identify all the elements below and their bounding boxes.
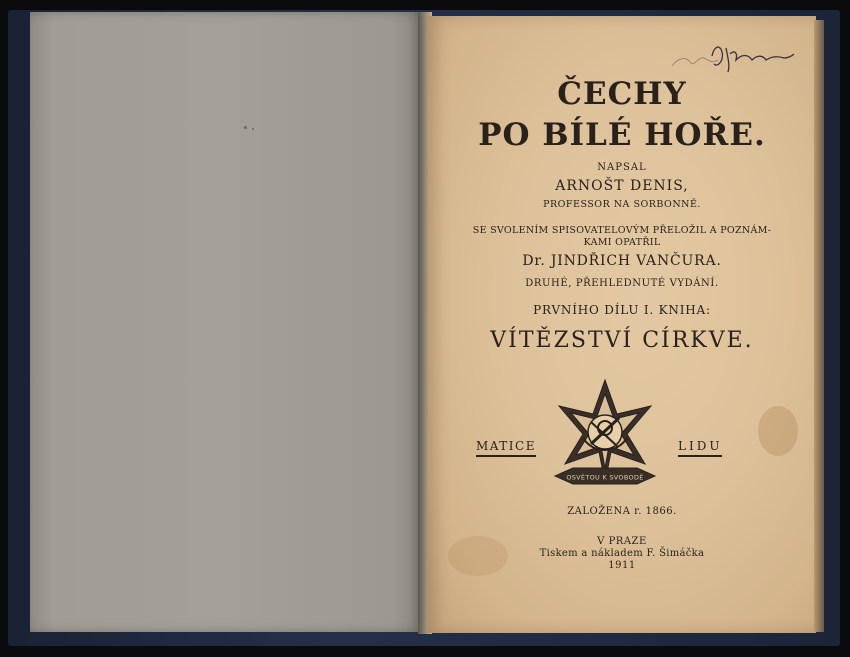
book-subtitle: VÍTĚZSTVÍ CÍRKVE. bbox=[490, 328, 754, 353]
publisher-left-word: MATICE bbox=[476, 439, 536, 457]
author-name: ARNOŠT DENIS, bbox=[555, 178, 689, 194]
founded-note: ZALOŽENA r. 1866. bbox=[567, 506, 677, 517]
handwritten-signature bbox=[668, 38, 798, 78]
title-line-1: ČECHY bbox=[557, 76, 687, 112]
translation-note-line-1: SE SVOLENÍM SPISOVATELOVÝM PŘELOŽIL A POZNÁM- bbox=[472, 225, 772, 236]
publisher-emblem bbox=[543, 378, 667, 498]
paper-speck bbox=[244, 126, 247, 129]
paper-speck bbox=[252, 128, 254, 130]
translator-name: Dr. JINDŘICH VANČURA. bbox=[522, 253, 722, 269]
page-edges bbox=[814, 20, 824, 632]
imprint-printer: Tiskem a nákladem F. Šimáčka bbox=[539, 548, 705, 559]
emblem-motto: OSVĚTOU K SVOBODĚ bbox=[566, 473, 644, 482]
written-by-label: NAPSAL bbox=[597, 162, 647, 173]
title-page bbox=[428, 16, 816, 633]
publisher-right-word: LIDU bbox=[678, 439, 722, 457]
part-label: PRVNÍHO DÍLU I. KNIHA: bbox=[533, 303, 711, 317]
edition-note: DRUHÉ, PŘEHLEDNUTÉ VYDÁNÍ. bbox=[525, 278, 719, 289]
left-endpaper bbox=[30, 12, 422, 632]
imprint-year: 1911 bbox=[608, 560, 636, 571]
author-role: PROFESSOR NA SORBONNĚ. bbox=[543, 199, 701, 210]
imprint-city: V PRAZE bbox=[597, 536, 647, 547]
title-line-2: PO BÍLÉ HOŘE. bbox=[478, 117, 766, 153]
paper-stain bbox=[758, 406, 798, 456]
translation-note-line-2: KAMI OPATŘIL bbox=[583, 237, 661, 248]
